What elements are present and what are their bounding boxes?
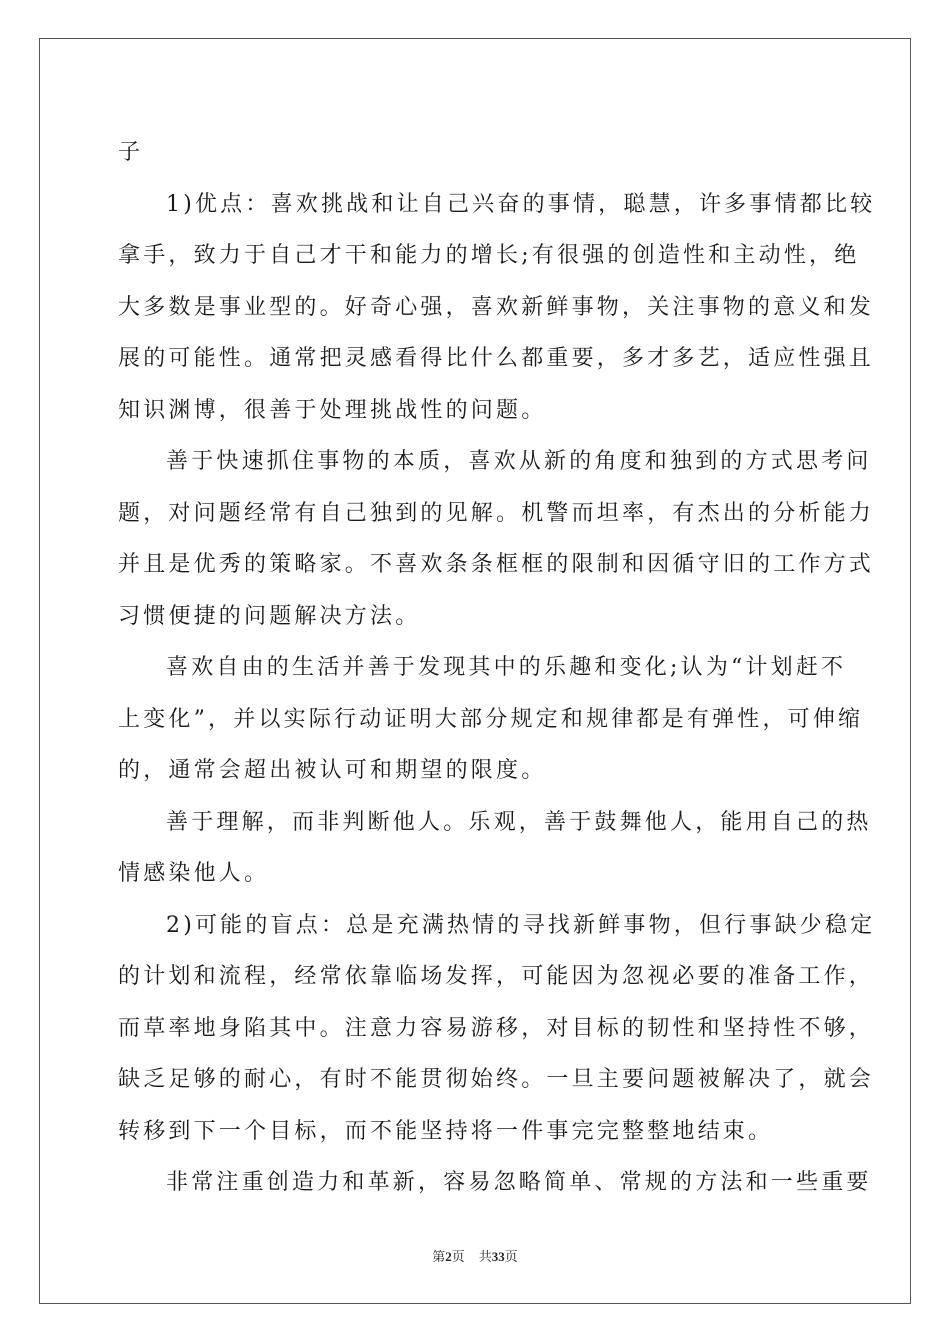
document-body [118,127,876,1209]
text-line: 子 [118,140,144,165]
page-prefix: 第 [432,1249,446,1264]
total-pages: 33 [491,1249,505,1264]
text-line: 善于理解，而非判断他人。乐观，善于鼓舞他人，能用自己的热 [166,809,872,835]
text-line: 2)可能的盲点：总是充满热情的寻找新鲜事物，但行事缺少稳定 [166,912,876,938]
text-line: 善于快速抓住事物的本质，喜欢从新的角度和独到的方式思考问 [166,449,872,474]
text-line: 缺乏足够的耐心，有时不能贯彻始终。一旦主要问题被解决了，就会 [118,1067,875,1092]
text-line: 大多数是事业型的。好奇心强，喜欢新鲜事物，关注事物的意义和发 [118,294,875,320]
text-line: 非常注重创造力和革新，容易忽略简单、常规的方法和一些重要 [166,1170,872,1195]
text-line: 展的可能性。通常把灵感看得比什么都重要，多才多艺，适应性强且 [118,346,875,371]
text-line: 习惯便捷的问题解决方法。 [118,603,421,629]
page-number: 2 [445,1249,452,1264]
text-line: 转移到下一个目标，而不能坚持将一件事完完整整地结束。 [118,1118,774,1144]
text-line: 拿手，致力于自己才干和能力的增长;有很强的创造性和主动性，绝 [118,243,860,268]
text-line: 上变化”，并以实际行动证明大部分规定和规律都是有弹性，可伸缩 [118,706,864,732]
page-suffix: 页 [451,1249,465,1264]
text-line: 的，通常会超出被认可和期望的限度。 [118,758,547,783]
text-line: 知识渊博，很善于处理挑战性的问题。 [118,397,547,423]
text-line: 1)优点：喜欢挑战和让自己兴奋的事情，聪慧，许多事情都比较 [166,191,876,217]
total-prefix: 共 [478,1249,492,1264]
text-line: 情感染他人。 [118,861,270,886]
text-line: 喜欢自由的生活并善于发现其中的乐趣和变化;认为“计划赶不 [166,655,847,680]
text-line: 的计划和流程，经常依靠临场发挥，可能因为忽视必要的准备工作， [118,964,875,989]
text-line: 题，对问题经常有自己独到的见解。机警而坦率，有杰出的分析能力 [118,500,875,526]
text-line: 而草率地身陷其中。注意力容易游移，对目标的韧性和坚持性不够， [118,1015,875,1041]
text-line: 并且是优秀的策略家。不喜欢条条框框的限制和因循守旧的工作方式 [118,552,875,577]
page-footer [0,1246,950,1265]
total-suffix: 页 [504,1249,518,1264]
